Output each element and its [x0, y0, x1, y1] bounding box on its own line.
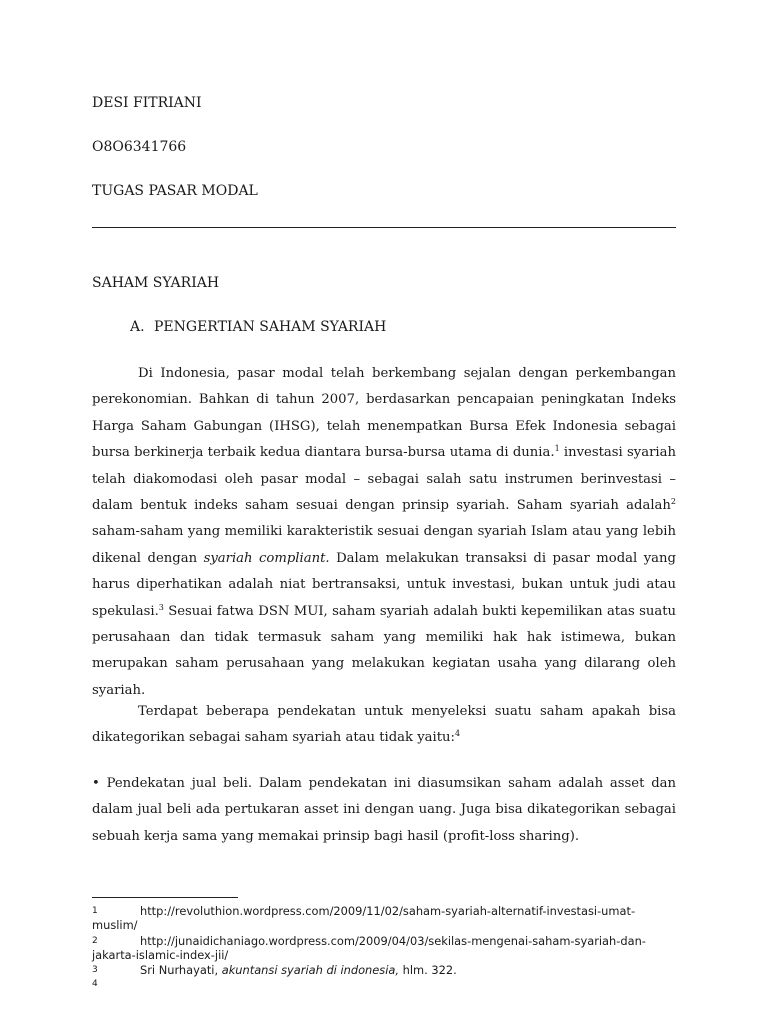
- footnote-author: Sri Nurhayati,: [140, 963, 222, 977]
- paragraph-approaches: [92, 699, 676, 752]
- footnote-link[interactable]: http://junaidichaniago.wordpress.com/2009/04/03/sekilas-mengenai-saham-syariah-dan-jakarta-islamic-index-jii/: [92, 934, 646, 962]
- footnote-link[interactable]: http://revoluthion.wordpress.com/2009/11/02/saham-syariah-alternatif-investasi-umat-muslim/: [92, 904, 636, 932]
- subsection-heading: [130, 319, 386, 335]
- footnote-ref-2: 2: [670, 497, 676, 507]
- paragraph-text: Di Indonesia, pasar modal telah berkembang sejalan dengan perkembangan perekonomian. Bahkan di tahun 2007, berdasarkan pencapaian peningkatan Indeks Harga Saham Gabungan (IHSG), telah menempatkan Bursa Efek Indonesia sebagai bursa berkinerja terbaik kedua diantara bursa-bursa utama di dunia.: [92, 366, 676, 461]
- paragraph-text: investasi syariah telah diakomodasi oleh pasar modal – sebagai salah satu instrumen berinvestasi – dalam bentuk indeks saham sesuai dengan prinsip syariah. Saham syariah adalah: [92, 445, 676, 514]
- footnote-2: [92, 934, 676, 962]
- subsection-number: A.: [130, 319, 145, 335]
- subsection-title: PENGERTIAN SAHAM SYARIAH: [154, 319, 387, 335]
- footnote-number: 2: [92, 936, 98, 946]
- footnote-ref-3: 3: [158, 602, 164, 612]
- paragraph-definition: [92, 361, 676, 704]
- italic-term: syariah compliant.: [203, 550, 330, 566]
- footnote-number: 4: [92, 979, 98, 989]
- bullet-item: • Pendekatan jual beli. Dalam pendekatan ini diasumsikan saham adalah asset dan dalam jual beli ada pertukaran asset ini dengan uang. Juga bisa dikategorikan sebagai sebuah kerja sama yang memakai prinsip bagi hasil (profit-loss sharing).: [92, 776, 676, 844]
- footnote-ref-1: 1: [554, 444, 560, 454]
- student-id: O8O6341766: [92, 139, 187, 155]
- footnote-number: 1: [92, 906, 98, 916]
- footnote-4: [92, 977, 676, 991]
- author-name: DESI FITRIANI: [92, 95, 202, 111]
- paragraph-text: saham-saham yang memiliki karakteristik sesuai dengan syariah Islam atau yang lebih dikenal dengan: [92, 524, 676, 566]
- header-divider: [92, 227, 676, 228]
- footnote-1: [92, 904, 676, 932]
- paragraph-text: Dalam melakukan transaksi di pasar modal yang harus diperhatikan adalah niat bertransaksi, untuk investasi, bukan untuk judi atau spekulasi.: [92, 550, 676, 619]
- footnote-number: 3: [92, 965, 98, 975]
- section-title: SAHAM SYARIAH: [92, 275, 220, 291]
- paragraph-text: Terdapat beberapa pendekatan untuk menyeleksi suatu saham apakah bisa dikategorikan sebagai saham syariah atau tidak yaitu:: [92, 704, 676, 746]
- footnote-3: [92, 963, 676, 977]
- footnote-ref-4: 4: [454, 729, 461, 739]
- assignment-title: TUGAS PASAR MODAL: [92, 183, 258, 199]
- footnote-pages: hlm. 322.: [398, 963, 457, 977]
- footnote-book-title: akuntansi syariah di indonesia,: [221, 963, 399, 977]
- paragraph-text: Sesuai fatwa DSN MUI, saham syariah adalah bukti kepemilikan atas suatu perusahaan dan tidak termasuk saham yang memiliki hak hak istimewa, bukan merupakan saham perusahaan yang melakukan kegiatan usaha yang dilarang oleh syariah.: [92, 603, 676, 698]
- footnote-separator: [92, 897, 238, 898]
